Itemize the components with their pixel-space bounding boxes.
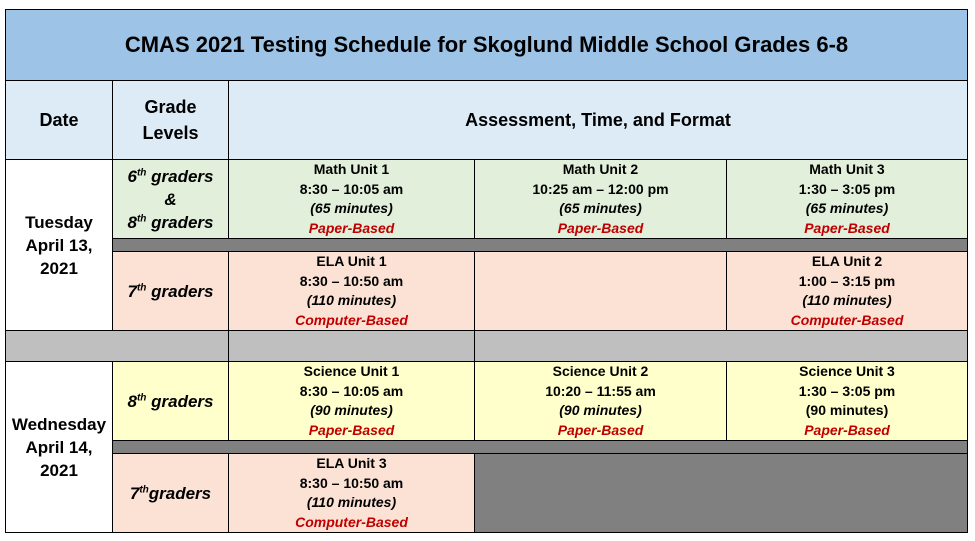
unit-time: 8:30 – 10:50 am (299, 272, 404, 289)
grade-header-line1: Grade (144, 97, 197, 117)
math-unit-1-cell (229, 160, 475, 239)
science-unit-2-cell (475, 362, 727, 441)
no-test-block (475, 454, 968, 533)
schedule-table (5, 9, 968, 533)
unit-time: 10:20 – 11:55 am (545, 382, 656, 399)
wednesday-grade-8 (113, 362, 229, 441)
grade-suffix: th (136, 391, 147, 403)
tuesday-month-day: April 13, (25, 235, 93, 255)
unit-duration: (65 minutes) (310, 200, 393, 216)
date-header: Date (6, 81, 113, 160)
grade-number: 6 (127, 166, 137, 186)
tuesday-year: 2021 (40, 258, 78, 278)
unit-duration: (90 minutes) (805, 402, 889, 418)
wednesday-year: 2021 (40, 460, 78, 480)
grade-label: graders (148, 483, 212, 503)
unit-time: 8:30 – 10:50 am (299, 474, 404, 491)
unit-format: Paper-Based (557, 219, 644, 236)
unit-time: 1:30 – 3:05 pm (798, 382, 896, 399)
day-separator-middle (229, 331, 475, 362)
wednesday-day: Wednesday (11, 414, 107, 434)
unit-format: Computer-Based (295, 513, 408, 530)
day-separator-right (475, 331, 968, 362)
grade-number: 7 (129, 483, 140, 503)
grade-suffix: th (136, 212, 147, 224)
unit-name: ELA Unit 2 (811, 253, 883, 269)
unit-duration: (110 minutes) (306, 494, 397, 510)
grade-label: graders (146, 281, 214, 301)
unit-name: ELA Unit 1 (316, 253, 387, 269)
math-unit-3-cell (727, 160, 968, 239)
schedule-title: CMAS 2021 Testing Schedule for Skoglund Middle School Grades 6-8 (6, 10, 968, 81)
science-unit-3-cell (727, 362, 968, 441)
grade-label: graders (146, 212, 214, 232)
science-unit-1-cell (229, 362, 475, 441)
grade-suffix: th (136, 281, 147, 293)
grade-label: graders (146, 166, 214, 186)
ela-unit-2-cell (727, 252, 968, 331)
grade-ampersand: & (164, 189, 177, 209)
grade-suffix: th (139, 483, 149, 495)
unit-name: Math Unit 2 (562, 161, 639, 177)
grade-number: 7 (127, 281, 137, 301)
unit-duration: (90 minutes) (559, 402, 642, 418)
unit-duration: (110 minutes) (306, 292, 397, 308)
grade-label: graders (146, 391, 214, 411)
wednesday-month-day: April 14, (25, 437, 93, 457)
unit-time: 8:30 – 10:05 am (299, 180, 404, 197)
unit-duration: (90 minutes) (310, 402, 393, 418)
grade-header-line2: Levels (142, 123, 199, 143)
unit-name: ELA Unit 3 (316, 455, 387, 471)
tuesday-date-cell (6, 160, 113, 331)
unit-name: Math Unit 1 (313, 161, 390, 177)
unit-duration: (65 minutes) (805, 200, 889, 216)
wednesday-grade-7 (113, 454, 229, 533)
unit-name: Science Unit 1 (303, 363, 400, 379)
unit-time: 1:00 – 3:15 pm (798, 272, 896, 289)
unit-format: Paper-Based (308, 421, 395, 438)
unit-format: Paper-Based (804, 421, 890, 438)
grade-suffix: th (136, 166, 147, 178)
unit-name: Science Unit 3 (799, 363, 895, 379)
tuesday-grade-7 (113, 252, 229, 331)
wednesday-date-cell (6, 362, 113, 533)
schedule-table-wrapper (5, 9, 967, 533)
unit-duration: (110 minutes) (802, 292, 892, 308)
unit-name: Science Unit 2 (552, 363, 649, 379)
unit-format: Paper-Based (804, 219, 890, 236)
tuesday-row-separator (113, 239, 968, 252)
unit-duration: (65 minutes) (559, 200, 642, 216)
unit-format: Paper-Based (557, 421, 644, 438)
grade-number: 8 (127, 212, 137, 232)
unit-format: Paper-Based (308, 219, 395, 236)
unit-name: Math Unit 3 (809, 161, 885, 177)
wednesday-row-separator (113, 441, 968, 454)
day-separator-left (6, 331, 229, 362)
unit-format: Computer-Based (295, 311, 408, 328)
ela-unit-1-cell (229, 252, 475, 331)
unit-time: 1:30 – 3:05 pm (798, 180, 896, 197)
empty-cell (475, 252, 727, 331)
grade-levels-header (113, 81, 229, 160)
unit-time: 8:30 – 10:05 am (299, 382, 404, 399)
tuesday-day: Tuesday (25, 212, 93, 232)
unit-time: 10:25 am – 12:00 pm (532, 180, 669, 197)
assessment-header: Assessment, Time, and Format (229, 81, 968, 160)
grade-number: 8 (127, 391, 137, 411)
unit-format: Computer-Based (790, 311, 904, 328)
ela-unit-3-cell (229, 454, 475, 533)
tuesday-grade-6-8 (113, 160, 229, 239)
math-unit-2-cell (475, 160, 727, 239)
